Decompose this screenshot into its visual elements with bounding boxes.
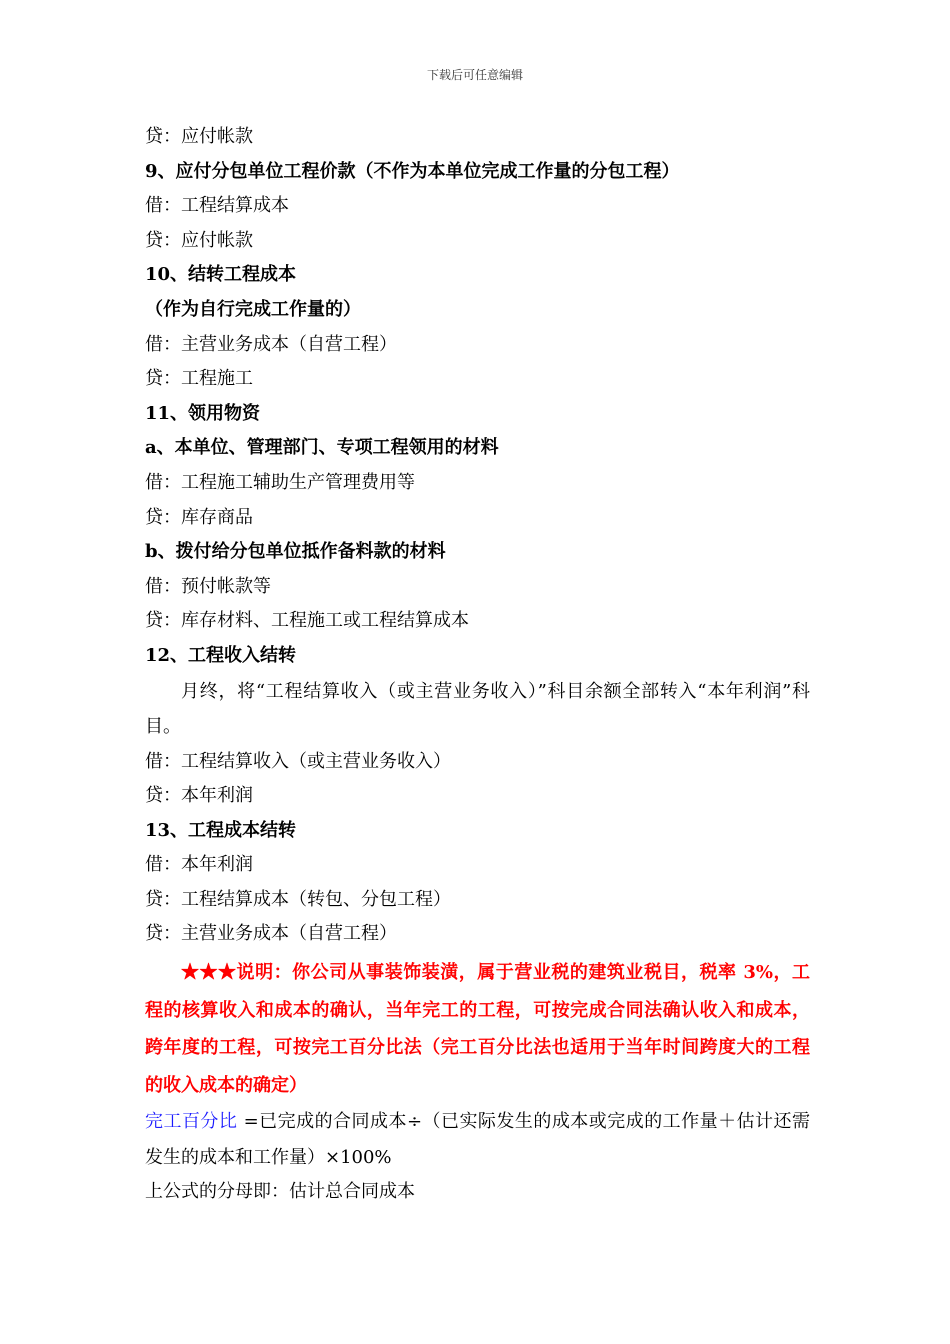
section-heading: 12、工程收入结转 xyxy=(145,644,297,666)
entries-section-2 xyxy=(145,745,810,953)
entry-line: 贷：本年利润 xyxy=(145,785,253,807)
section-heading: 9、应付分包单位工程价款（不作为本单位完成工作量的分包工程） xyxy=(145,160,680,182)
entry-line: 贷：工程施工 xyxy=(145,368,253,390)
entry-line: 借：工程结算成本 xyxy=(145,195,289,217)
section-heading: 13、工程成本结转 xyxy=(145,819,297,841)
entry-line: 贷：库存商品 xyxy=(145,506,253,528)
entry-line: 贷：工程结算成本（转包、分包工程） xyxy=(145,888,451,910)
section-heading: a、本单位、管理部门、专项工程领用的材料 xyxy=(145,437,499,459)
section-heading: 11、领用物资 xyxy=(145,402,261,424)
section-heading: 10、结转工程成本 xyxy=(145,264,297,286)
section-heading: （作为自行完成工作量的） xyxy=(145,298,361,320)
formula-footnote: 上公式的分母即：估计总合同成本 xyxy=(145,1181,415,1203)
paragraph-income-transfer: 月终，将“工程结算收入（或主营业务收入）”科目余额全部转入“本年利润”科目。 xyxy=(145,680,810,737)
entry-line: 借：预付帐款等 xyxy=(145,575,271,597)
entry-line: 借：工程施工辅助生产管理费用等 xyxy=(145,471,415,493)
entry-line: 贷：库存材料、工程施工或工程结算成本 xyxy=(145,610,469,632)
entries-section-1 xyxy=(145,120,810,674)
entry-line: 贷：主营业务成本（自营工程） xyxy=(145,923,397,945)
formula-paragraph xyxy=(145,1104,810,1175)
entry-line: 借：主营业务成本（自营工程） xyxy=(145,333,397,355)
entry-line: 贷：应付帐款 xyxy=(145,229,253,251)
entry-line: 借：本年利润 xyxy=(145,854,253,876)
formula-label: 完工百分比 xyxy=(145,1111,238,1133)
section-heading: b、拨付给分包单位抵作备料款的材料 xyxy=(145,541,446,563)
document-body xyxy=(145,120,810,1210)
entry-line: 借：工程结算收入（或主营业务收入） xyxy=(145,750,451,772)
page-header: 下载后可任意编辑 xyxy=(426,68,523,82)
entry-line: 贷：应付帐款 xyxy=(145,126,253,147)
note-paragraph: ★★★说明：你公司从事装饰装潢，属于营业税的建筑业税目，税率 3%，工程的核算收入和成本的确认，当年完工的工程，可按完成合同法确认收入和成本，跨年度的工程，可按完工百分比法（完工百分比法也适用于当年时间跨度大的工程的收入成本的确定） xyxy=(145,962,810,1096)
formula-body: =已完成的合同成本÷（已实际发生的成本或完成的工作量＋估计还需发生的成本和工作量）×100% xyxy=(145,1111,811,1168)
